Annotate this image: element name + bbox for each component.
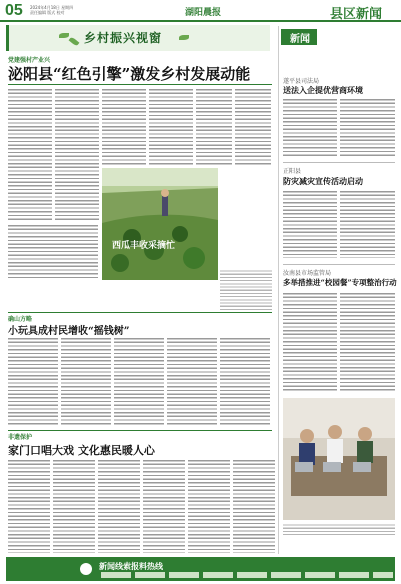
article3-body [53, 459, 95, 553]
article3-body [8, 459, 50, 553]
article1-body [8, 88, 52, 220]
divider [283, 264, 395, 265]
divider [8, 84, 272, 85]
news1-body [340, 98, 395, 156]
news1-headline: 送法入企提优营商环境 [283, 85, 363, 95]
news3-kicker: 汝南县市场监管局 [283, 270, 332, 277]
phone-icon [80, 563, 92, 575]
school-canteen-photo [283, 398, 395, 520]
photo-caption [283, 524, 395, 536]
watermelon-field-image [102, 168, 218, 280]
news3-body [283, 292, 337, 392]
article1-kicker: 党建强村产业兴 [8, 57, 51, 64]
news1-kicker: 遂平县司法局 [283, 78, 320, 85]
photo-label: 西瓜丰收采摘忙 [112, 241, 176, 251]
rural-revitalization-banner [6, 25, 270, 51]
issue-date: 2024年4月18日 星期四 [30, 5, 74, 10]
article3-body [188, 459, 230, 553]
page-header [0, 0, 401, 22]
article3-body [233, 459, 275, 553]
article1-body [149, 88, 193, 166]
article2-body [220, 337, 270, 425]
news2-body [283, 190, 337, 258]
canteen-inspection-image [283, 398, 395, 520]
issue-info [30, 5, 73, 15]
article2-kicker: 确山方略 [8, 316, 33, 323]
article3-kicker: 非遗保护 [8, 434, 33, 441]
article3-body [98, 459, 140, 553]
hotline-numbers [101, 572, 393, 578]
divider [283, 162, 395, 163]
article1-headline: 泌阳县“红色引擎”激发乡村发展动能 [8, 65, 251, 83]
news2-body [340, 190, 395, 258]
page-number: 05 [5, 2, 23, 19]
banner-title: 乡村振兴视窗 [84, 31, 163, 45]
article1-body [102, 88, 146, 166]
leaf-icon [59, 33, 69, 38]
news1-body [283, 98, 337, 156]
news2-kicker: 正阳县 [283, 168, 302, 175]
column-divider [278, 26, 279, 554]
divider [8, 312, 272, 313]
news-flash-badge [281, 29, 317, 60]
article3-headline: 家门口唱大戏 文化惠民暖人心 [8, 444, 155, 457]
article2-headline: 小玩具成村民增收“摇钱树” [8, 326, 130, 337]
newspaper-logo: 湖阳晨报 [185, 8, 222, 18]
article2-body [114, 337, 164, 425]
news3-body [340, 292, 395, 392]
article2-body [8, 337, 58, 425]
news2-headline: 防灾减灾宣传活动启动 [283, 176, 363, 186]
leaf-icon [69, 36, 80, 46]
article1-body [235, 88, 271, 166]
photo-caption [220, 270, 272, 310]
editor-line: 责任编辑 版式 校对 [30, 10, 65, 15]
news3-headline: 多举措推进“校园餐”专项整治行动 [283, 278, 397, 287]
badge-text: 新闻播报 [290, 34, 310, 60]
article1-body [8, 224, 98, 280]
article2-body [61, 337, 111, 425]
article3-body [143, 459, 185, 553]
hotline-title: 新闻线索报料热线 [99, 562, 163, 571]
leaf-icon [179, 35, 189, 40]
article1-body [55, 88, 99, 220]
article1-body [196, 88, 232, 166]
section-title: 县区新闻 [330, 7, 383, 22]
article2-body [167, 337, 217, 425]
watermelon-photo [102, 168, 218, 280]
divider [8, 430, 272, 431]
news-hotline-bar [6, 557, 395, 581]
